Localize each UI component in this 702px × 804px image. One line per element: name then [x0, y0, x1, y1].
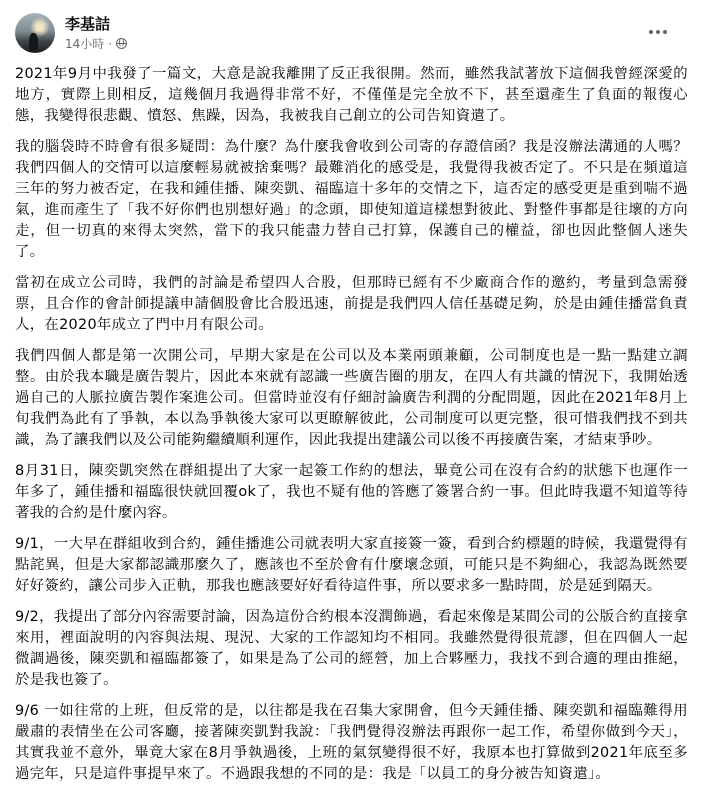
- post-paragraph: 當初在成立公司時，我們的討論是希望四人合股，但那時已經有不少廠商合作的邀約，考量到急需發票，且合作的會計師提議申請個股會比合股迅速，前提是我們四人信任基礎足夠，於是由鍾佳播當負責人，在2020年成立了門中月有限公司。: [15, 275, 688, 333]
- post-paragraph: 9/6 一如往常的上班，但反常的是，以往都是我在召集大家開會，但今天鍾佳播、陳奕凱和福臨難得用嚴肅的表情坐在公司客廳，接著陳奕凱對我說：「我們覺得沒辦法再跟你一起工作，希望你做到今天」，其實我並不意外，畢竟大家在8月爭執過後，上班的氣氛變得很不好，我原本也打算做到2021年底至多過完年，只是這件事提早來了。不過跟我想的不同的是：我是「以員工的身分被告知資遣」。: [15, 703, 688, 782]
- post-paragraph: 我們四個人都是第一次開公司，早期大家是在公司以及本業兩頭兼顧，公司制度也是一點一點建立調整。由於我本職是廣告製片，因此本來就有認識一些廣告圈的朋友，在四人有共識的情況下，我開始透過自己的人脈拉廣告製作案進公司。但當時並沒有仔細討論廣告利潤的分配問題，因此在2021年8月上旬我們為此有了爭執，本以為爭執後大家可以更瞭解彼此，公司制度可以更完整，很可惜我們找不到共識，為了讓我們以及公司能夠繼續順利運作，因此我提出建議公司以後不再接廣告案，才結束爭吵。: [15, 348, 688, 448]
- post-body: [0, 64, 702, 785]
- avatar[interactable]: [15, 13, 55, 53]
- post-time[interactable]: 14小時: [65, 37, 105, 51]
- more-horizontal-icon: [649, 30, 653, 34]
- post-header: [0, 0, 702, 64]
- meta-separator: ·: [108, 36, 113, 51]
- post-paragraph: 我的腦袋時不時會有很多疑問：為什麼？為什麼我會收到公司寄的存證信函？我是沒辦法溝通的人嗎？我們四個人的交情可以這麼輕易就被捨棄嗎？最難消化的感受是，我覺得我被否定了。不只是在頻道這三年的努力被否定，在我和鍾佳播、陳奕凱、福臨這十多年的交情之下，這否定的感受更是重到喘不過氣，進而產生了「我不好你們也別想好過」的念頭，即使知道這樣想對彼此、對整件事都是往壞的方向走，但一切真的來得太突然，當下的我只能盡力替自己打算，保護自己的權益，卻也因此整個人迷失了。: [15, 139, 688, 260]
- post-paragraph: 9/2，我提出了部分內容需要討論，因為這份合約根本沒潤飾過，看起來像是某間公司的公版合約直接拿來用，裡面說明的內容與法規、現況、大家的工作認知均不相同。我雖然覺得很荒謬，但在四個人一起微調過後，陳奕凱和福臨都簽了，如果是為了公司的經營，加上合夥壓力，我找不到合適的理由推絕，於是我也簽了。: [15, 609, 688, 688]
- author-name[interactable]: 李基詰: [65, 15, 111, 33]
- post-paragraph: 2021年9月中我發了一篇文，大意是說我離開了反正我很開。然而，雖然我試著放下這個我曾經深愛的地方，實際上則相反，這幾個月我過得非常不好，不僅僅是完全放不下，甚至還產生了負面的報復心態，我變得很悲觀、憤怒、焦躁，因為，我被我自己創立的公司告知資遣了。: [15, 66, 688, 124]
- more-options-button[interactable]: [642, 24, 674, 40]
- post-paragraph: 8月31日，陳奕凱突然在群組提出了大家一起簽工作約的想法，畢竟公司在沒有合約的狀態下也運作一年多了，鍾佳播和福臨很快就回覆ok了，我也不疑有他的答應了簽署合約一事。但此時我還不知道等待著我的合約是什麼內容。: [15, 463, 688, 521]
- post-paragraph: 9/1，一大早在群組收到合約，鍾佳播進公司就表明大家直接簽一簽，看到合約標題的時候，我還覺得有點詫異，但是大家都認識那麼久了，應該也不至於會有什麼壞念頭，可能只是不夠細心，我認為既然要好好簽約，讓公司步入正軌，那我也應該要好好看待這件事，所以要求多一點時間，於是延到隔天。: [15, 536, 688, 594]
- globe-icon: [116, 38, 127, 49]
- post-meta: [65, 35, 127, 52]
